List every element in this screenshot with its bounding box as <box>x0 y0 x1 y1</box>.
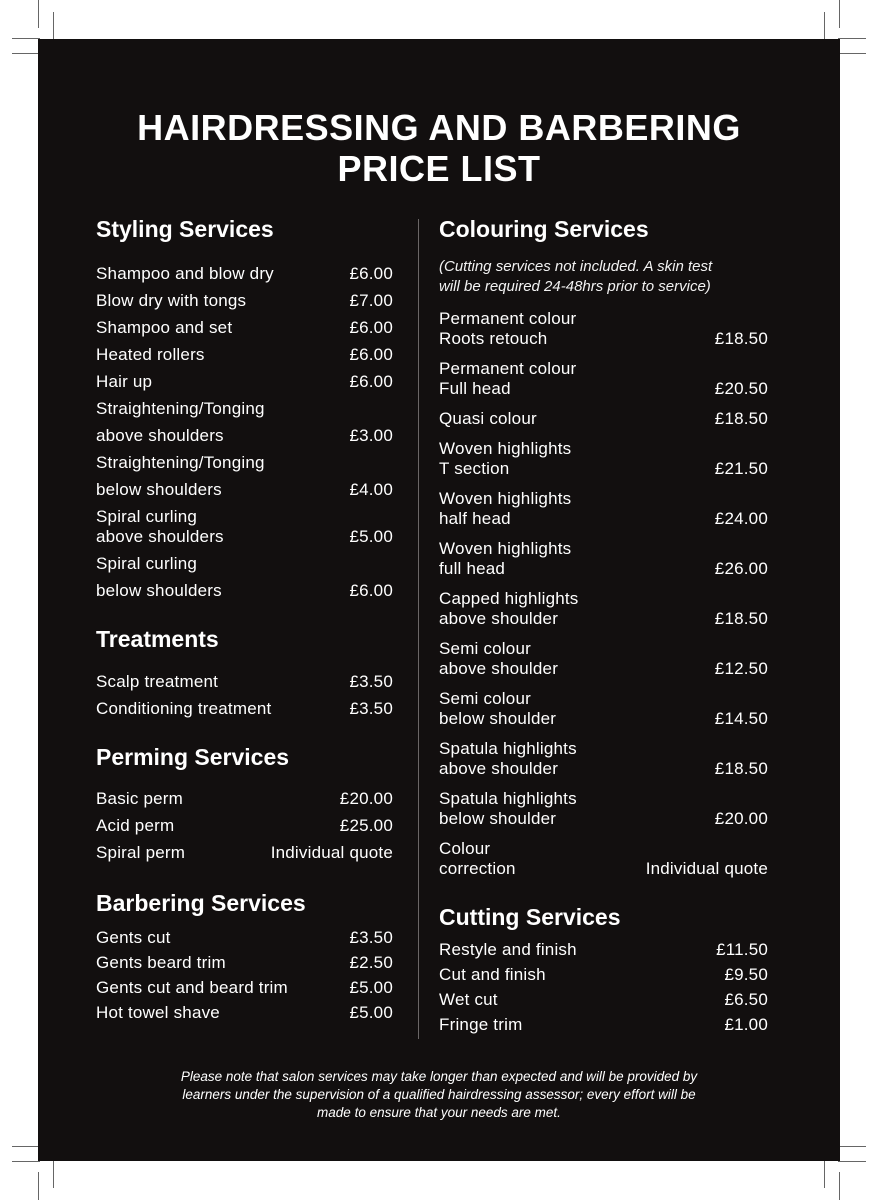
service-name: above shoulders <box>96 426 224 445</box>
crop-mark <box>838 53 866 54</box>
price-row <box>439 659 768 679</box>
price-row <box>439 609 768 629</box>
price-row <box>439 759 768 779</box>
price-item <box>439 789 768 839</box>
price-row <box>96 419 393 446</box>
crop-mark <box>12 1161 40 1162</box>
price-row <box>439 329 768 349</box>
service-name: Blow dry with tongs <box>96 291 247 310</box>
service-name: Straightening/Tonging <box>96 399 265 418</box>
service-name: Spiral curling <box>96 507 198 526</box>
service-name: Semi colour <box>439 639 531 658</box>
crop-mark <box>12 53 40 54</box>
price-row <box>96 527 393 547</box>
styling-heading: Styling Services <box>96 216 274 242</box>
service-name: above shoulder <box>439 759 559 778</box>
service-price: £6.50 <box>724 990 768 1009</box>
service-name: Permanent colour <box>439 309 577 328</box>
title-line-1: HAIRDRESSING AND BARBERING <box>137 107 741 148</box>
price-row <box>96 338 393 365</box>
price-row-name <box>96 392 393 419</box>
price-item <box>439 739 768 789</box>
service-price: £24.00 <box>714 509 768 528</box>
price-item <box>439 639 768 689</box>
colouring-section <box>439 215 768 889</box>
price-row <box>96 948 393 973</box>
service-name: Conditioning treatment <box>96 699 272 718</box>
footnote-line: learners under the supervision of a qualified hairdressing assessor; every effort will be <box>182 1087 696 1102</box>
price-item <box>439 589 768 639</box>
perming-section <box>96 743 393 863</box>
service-name: Scalp treatment <box>96 672 219 691</box>
price-row <box>439 409 768 429</box>
service-name: Heated rollers <box>96 345 205 364</box>
treatments-section <box>96 625 393 719</box>
service-name: Permanent colour <box>439 359 577 378</box>
crop-mark <box>824 12 825 40</box>
service-name: Semi colour <box>439 689 531 708</box>
service-name: Spiral curling <box>96 554 198 573</box>
crop-mark <box>839 0 840 28</box>
price-list-sheet <box>38 39 840 1161</box>
service-name: below shoulder <box>439 709 557 728</box>
service-price: Individual quote <box>645 859 768 878</box>
price-row-name <box>439 589 768 609</box>
service-name: Basic perm <box>96 789 184 808</box>
price-row <box>439 859 768 879</box>
price-row <box>439 379 768 399</box>
footnote-line: made to ensure that your needs are met. <box>317 1105 561 1120</box>
column-divider <box>418 219 419 1039</box>
service-price: £6.00 <box>349 318 393 337</box>
price-row <box>439 809 768 829</box>
cutting-heading: Cutting Services <box>439 904 621 930</box>
right-column <box>439 215 768 1035</box>
crop-mark <box>839 1172 840 1200</box>
service-name: Quasi colour <box>439 409 537 428</box>
price-item <box>439 489 768 539</box>
service-name: below shoulders <box>96 480 222 499</box>
service-name: above shoulder <box>439 609 559 628</box>
price-item <box>439 839 768 889</box>
service-name: above shoulders <box>96 527 224 546</box>
perming-heading: Perming Services <box>96 744 290 770</box>
service-price: £1.00 <box>724 1015 768 1034</box>
cutting-section <box>439 903 768 1035</box>
service-price: £5.00 <box>349 1003 393 1022</box>
service-name: Fringe trim <box>439 1015 523 1034</box>
service-price: £4.00 <box>349 480 393 499</box>
service-price: £7.00 <box>349 291 393 310</box>
price-row <box>96 782 393 809</box>
service-price: £2.50 <box>349 953 393 972</box>
price-row <box>96 257 393 284</box>
service-price: £20.00 <box>714 809 768 828</box>
service-price: £18.50 <box>714 329 768 348</box>
page-title <box>38 107 840 189</box>
crop-mark <box>824 1160 825 1188</box>
price-row <box>96 998 393 1023</box>
price-item <box>439 439 768 489</box>
price-row <box>439 985 768 1010</box>
service-name: Gents beard trim <box>96 953 226 972</box>
price-row-name <box>439 539 768 559</box>
crop-mark <box>53 12 54 40</box>
service-name: correction <box>439 859 516 878</box>
service-price: £20.50 <box>714 379 768 398</box>
price-row-name <box>96 500 393 527</box>
service-name: Shampoo and set <box>96 318 233 337</box>
price-row <box>439 1010 768 1035</box>
price-row-name <box>439 489 768 509</box>
service-price: £18.50 <box>714 409 768 428</box>
barbering-section <box>96 889 393 1023</box>
crop-mark <box>12 1146 40 1147</box>
price-item <box>439 409 768 439</box>
treatments-heading: Treatments <box>96 626 219 652</box>
service-name: Spiral perm <box>96 843 186 862</box>
price-item <box>439 309 768 359</box>
colouring-heading: Colouring Services <box>439 216 649 242</box>
note-line: will be required 24-48hrs prior to service) <box>439 278 711 295</box>
price-item <box>439 689 768 739</box>
title-line-2: PRICE LIST <box>337 148 541 189</box>
colouring-note <box>439 257 768 297</box>
crop-mark <box>38 1172 39 1200</box>
service-name: half head <box>439 509 511 528</box>
price-row <box>439 709 768 729</box>
service-price: £21.50 <box>714 459 768 478</box>
price-row <box>439 459 768 479</box>
price-row <box>96 836 393 863</box>
price-row-name <box>439 639 768 659</box>
crop-mark <box>12 38 40 39</box>
service-name: above shoulder <box>439 659 559 678</box>
price-row <box>96 311 393 338</box>
service-price: £18.50 <box>714 759 768 778</box>
price-row-name <box>439 839 768 859</box>
crop-mark <box>838 38 866 39</box>
service-name: Woven highlights <box>439 539 572 558</box>
service-price: £14.50 <box>714 709 768 728</box>
service-name: Full head <box>439 379 511 398</box>
price-row <box>96 809 393 836</box>
footnote-line: Please note that salon services may take longer than expected and will be provided by <box>180 1069 698 1084</box>
service-price: £20.00 <box>339 789 393 808</box>
crop-mark <box>38 0 39 28</box>
service-price: £26.00 <box>714 559 768 578</box>
crop-mark <box>838 1161 866 1162</box>
service-name: Gents cut <box>96 928 171 947</box>
note-line: (Cutting services not included. A skin test <box>439 258 713 275</box>
price-row-name <box>96 547 393 574</box>
service-price: £6.00 <box>349 264 393 283</box>
left-column <box>96 215 393 1023</box>
service-name: Wet cut <box>439 990 498 1009</box>
styling-section <box>96 215 393 601</box>
price-row <box>96 284 393 311</box>
barbering-heading: Barbering Services <box>96 890 306 916</box>
service-name: Acid perm <box>96 816 175 835</box>
service-name: below shoulders <box>96 581 222 600</box>
price-row-name <box>439 359 768 379</box>
price-row <box>439 935 768 960</box>
price-row-name <box>439 789 768 809</box>
price-row-name <box>439 689 768 709</box>
price-row-name <box>439 739 768 759</box>
service-price: £3.50 <box>349 672 393 691</box>
service-price: £3.50 <box>349 699 393 718</box>
service-price: Individual quote <box>270 843 393 862</box>
price-item <box>439 539 768 589</box>
price-row <box>439 509 768 529</box>
service-name: T section <box>439 459 510 478</box>
crop-mark <box>838 1146 866 1147</box>
service-name: Colour <box>439 839 491 858</box>
price-item <box>439 359 768 409</box>
service-price: £6.00 <box>349 581 393 600</box>
price-row <box>439 960 768 985</box>
crop-mark <box>53 1160 54 1188</box>
service-name: Gents cut and beard trim <box>96 978 288 997</box>
service-price: £12.50 <box>714 659 768 678</box>
price-row-name <box>96 446 393 473</box>
price-row <box>96 923 393 948</box>
service-name: Spatula highlights <box>439 739 577 758</box>
service-name: Shampoo and blow dry <box>96 264 274 283</box>
service-price: £9.50 <box>724 965 768 984</box>
service-price: £6.00 <box>349 345 393 364</box>
service-name: Woven highlights <box>439 439 572 458</box>
footnote <box>108 1068 770 1122</box>
price-row <box>96 665 393 692</box>
price-row <box>96 473 393 500</box>
service-price: £3.50 <box>349 928 393 947</box>
price-row <box>439 559 768 579</box>
price-row <box>96 973 393 998</box>
price-row-name <box>439 439 768 459</box>
service-price: £18.50 <box>714 609 768 628</box>
service-price: £5.00 <box>349 978 393 997</box>
service-name: Hair up <box>96 372 153 391</box>
price-row <box>96 692 393 719</box>
service-name: Capped highlights <box>439 589 579 608</box>
price-row-name <box>439 309 768 329</box>
price-row <box>96 365 393 392</box>
service-name: Spatula highlights <box>439 789 577 808</box>
service-price: £25.00 <box>339 816 393 835</box>
service-name: Cut and finish <box>439 965 546 984</box>
service-price: £3.00 <box>349 426 393 445</box>
service-name: full head <box>439 559 506 578</box>
service-name: Roots retouch <box>439 329 548 348</box>
price-row <box>96 574 393 601</box>
service-name: Hot towel shave <box>96 1003 220 1022</box>
service-price: £5.00 <box>349 527 393 546</box>
service-name: below shoulder <box>439 809 557 828</box>
service-price: £11.50 <box>716 940 768 959</box>
service-price: £6.00 <box>349 372 393 391</box>
service-name: Restyle and finish <box>439 940 577 959</box>
service-name: Woven highlights <box>439 489 572 508</box>
service-name: Straightening/Tonging <box>96 453 265 472</box>
